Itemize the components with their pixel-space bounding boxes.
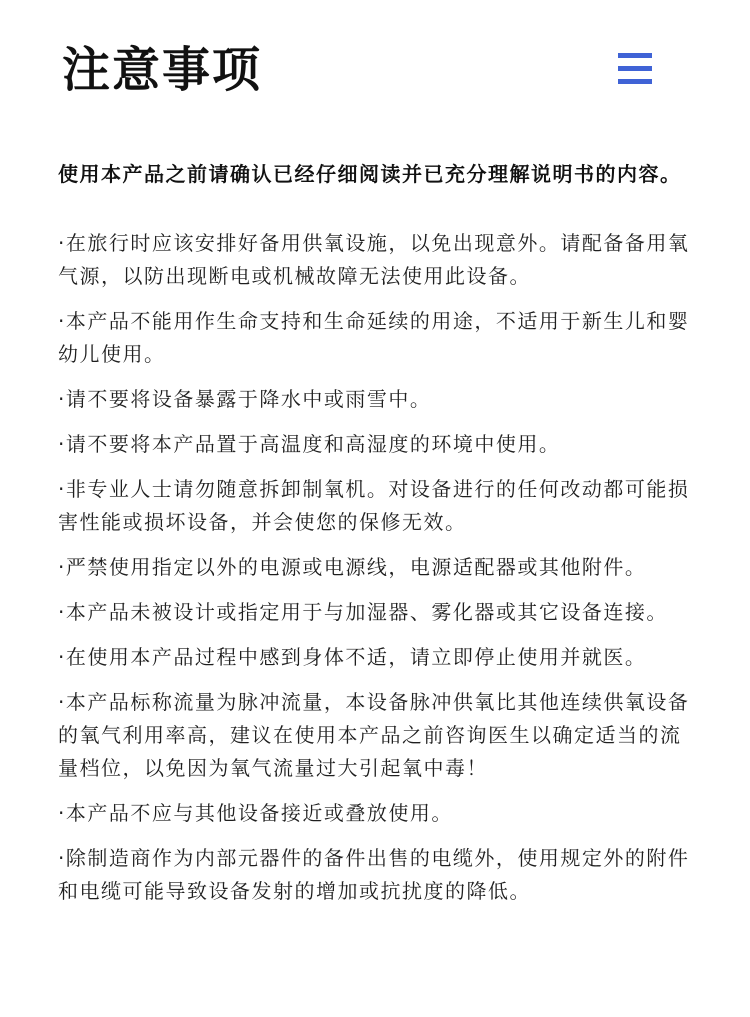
precautions-list bbox=[58, 227, 698, 908]
menu-bar bbox=[618, 53, 652, 58]
precaution-item: ·请不要将设备暴露于降水中或雨雪中。 bbox=[58, 387, 432, 411]
page-header bbox=[0, 0, 750, 130]
page-title: 注意事项 bbox=[62, 42, 263, 98]
precaution-item: ·非专业人士请勿随意拆卸制氧机。对设备进行的任何改动都可能损害性能或损坏设备，并会使您的保修无效。 bbox=[58, 477, 690, 534]
hamburger-menu-icon[interactable] bbox=[618, 53, 654, 85]
precautions-content bbox=[58, 157, 698, 920]
precaution-item: ·本产品未被设计或指定用于与加湿器、雾化器或其它设备连接。 bbox=[58, 600, 668, 624]
precaution-item: ·本产品标称流量为脉冲流量，本设备脉冲供氧比其他连续供氧设备的氧气利用率高，建议在使用本产品之前咨询医生以确定适当的流量档位，以免因为氧气流量过大引起氧中毒！ bbox=[58, 690, 690, 780]
precaution-item: ·本产品不应与其他设备接近或叠放使用。 bbox=[58, 801, 453, 825]
precaution-item: ·在旅行时应该安排好备用供氧设施，以免出现意外。请配备备用氧气源，以防出现断电或机械故障无法使用此设备。 bbox=[58, 231, 690, 288]
menu-bar bbox=[618, 66, 652, 71]
precaution-item: ·除制造商作为内部元器件的备件出售的电缆外，使用规定外的附件和电缆可能导致设备发射的增加或抗扰度的降低。 bbox=[58, 846, 690, 903]
precaution-item: ·在使用本产品过程中感到身体不适，请立即停止使用并就医。 bbox=[58, 645, 647, 669]
precaution-item: ·本产品不能用作生命支持和生命延续的用途，不适用于新生儿和婴幼儿使用。 bbox=[58, 309, 690, 366]
precaution-item: ·严禁使用指定以外的电源或电源线，电源适配器或其他附件。 bbox=[58, 555, 647, 579]
intro-statement: 使用本产品之前请确认已经仔细阅读并已充分理解说明书的内容。 bbox=[58, 162, 682, 186]
precaution-item: ·请不要将本产品置于高温度和高湿度的环境中使用。 bbox=[58, 432, 561, 456]
menu-bar bbox=[618, 79, 652, 84]
